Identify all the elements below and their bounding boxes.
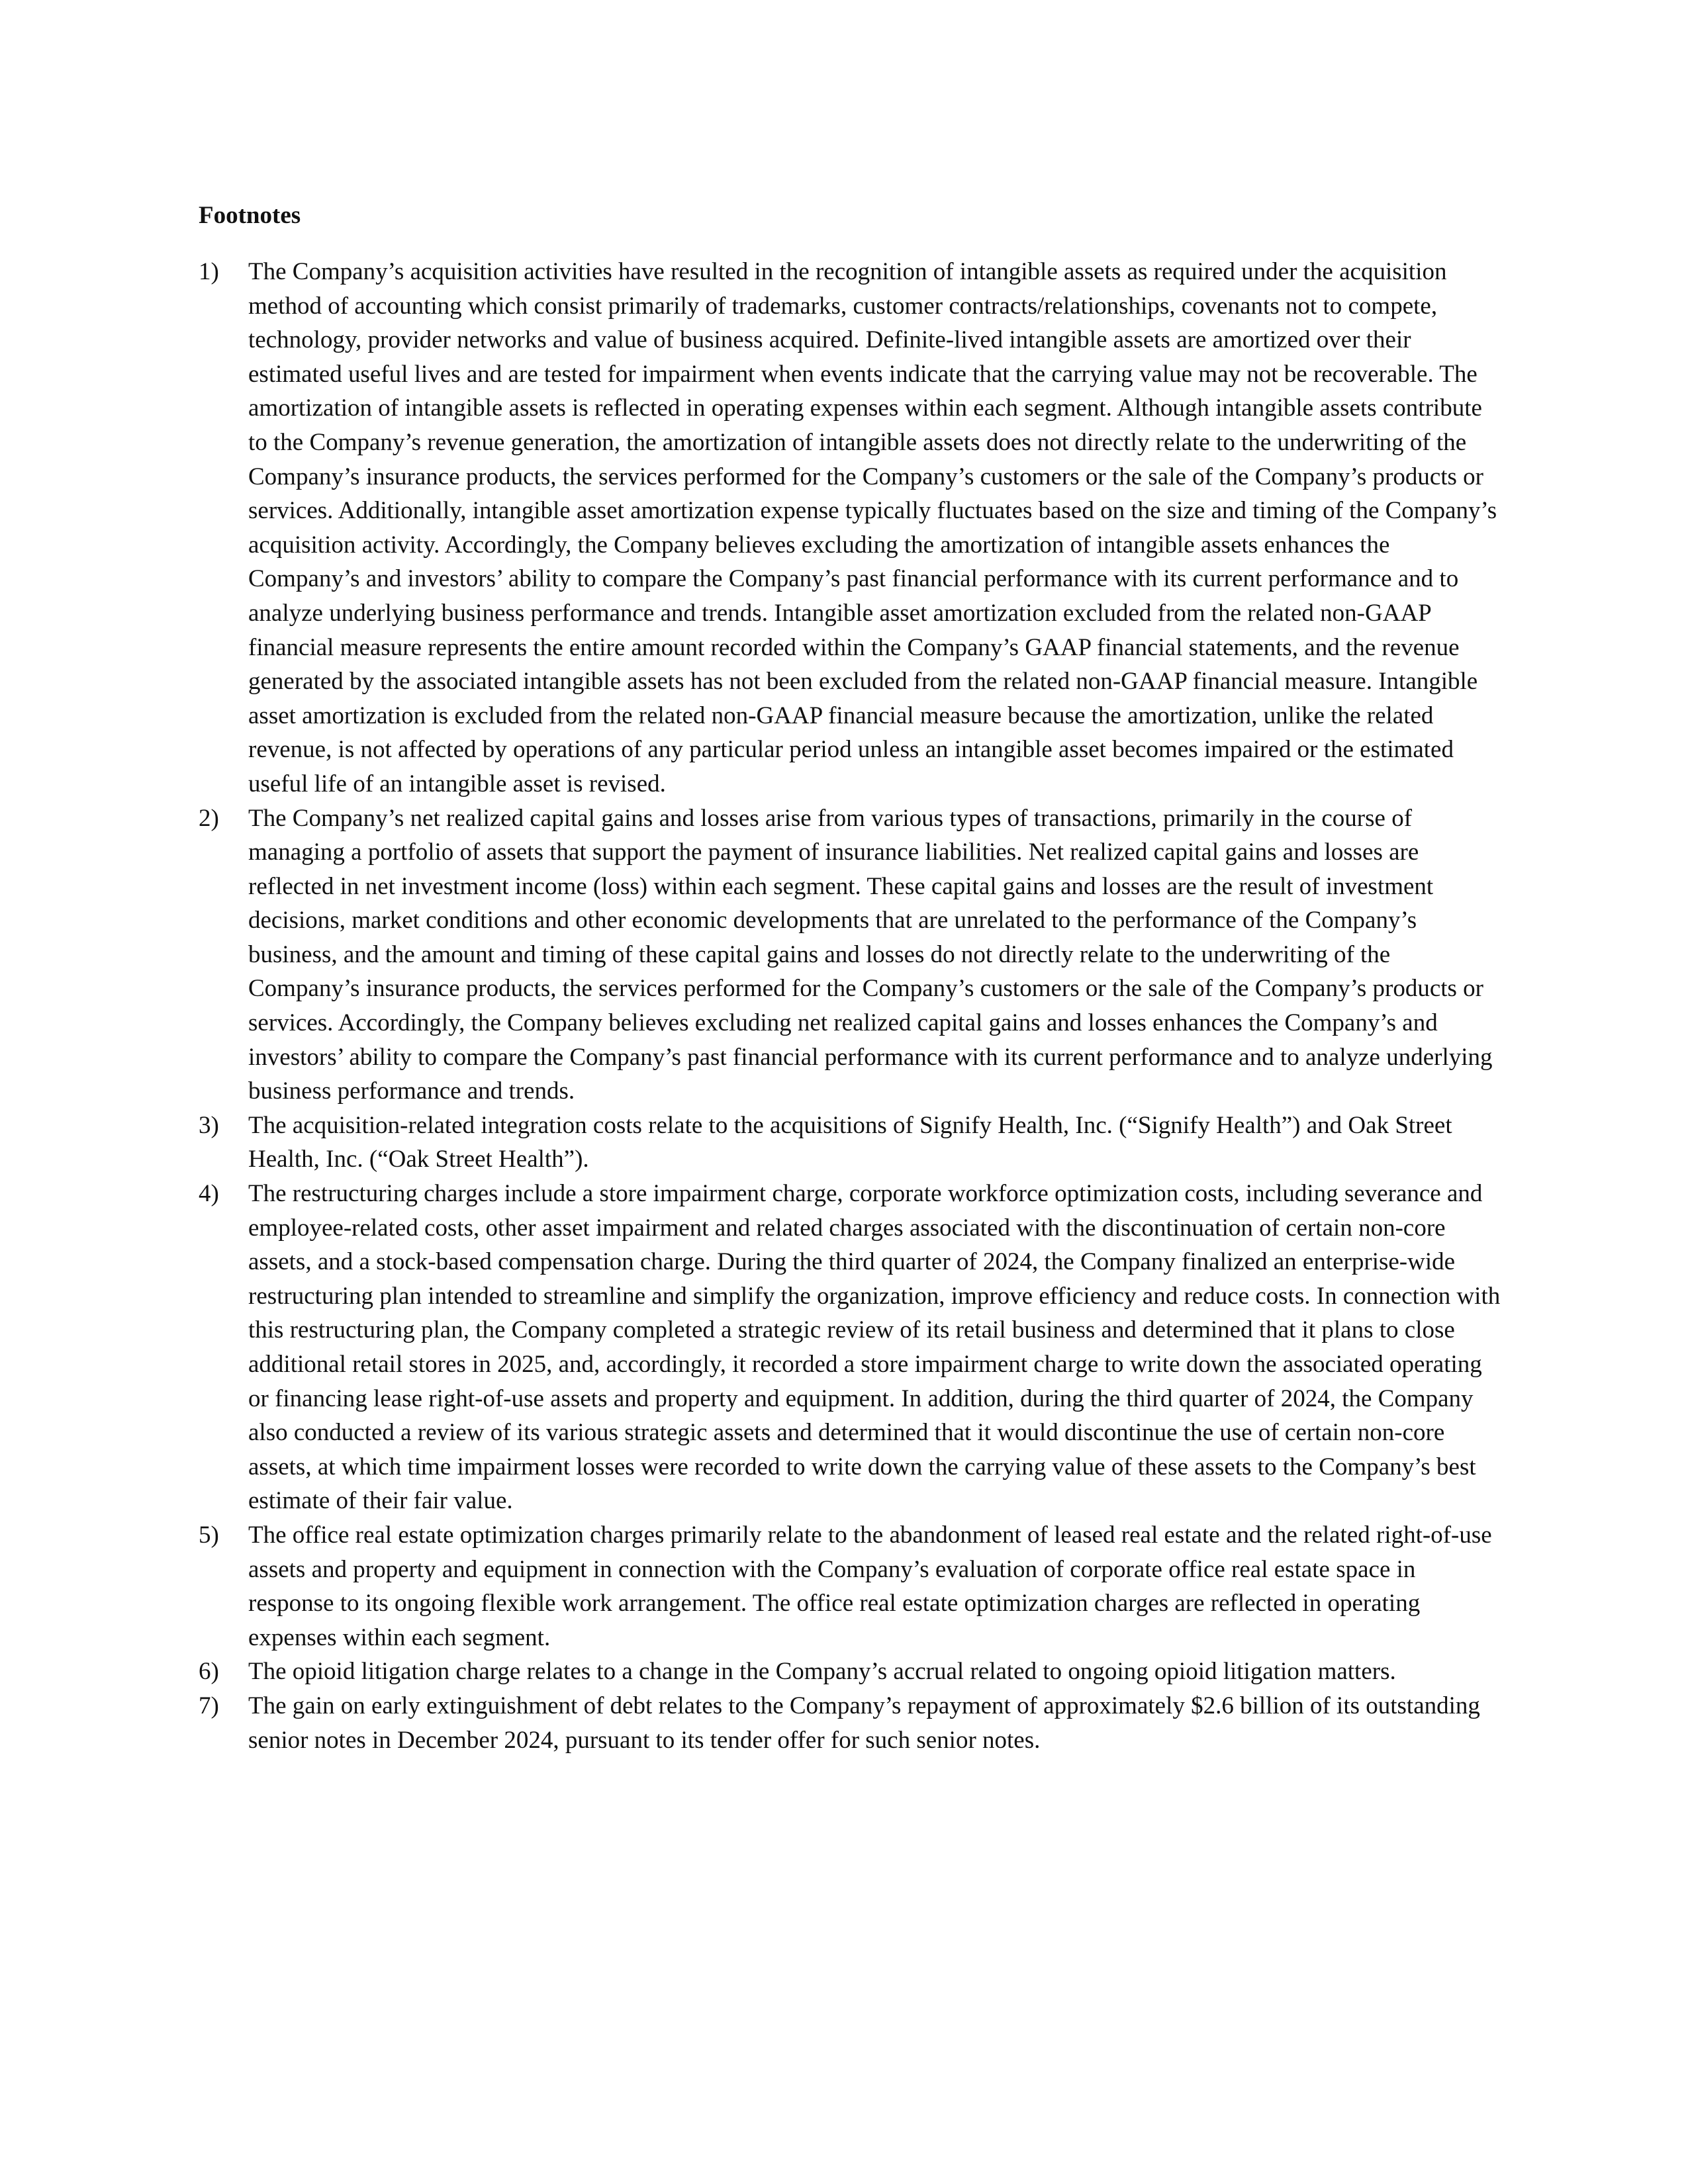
footnote-item <box>199 1689 1506 1757</box>
footnote-item <box>199 1109 1506 1177</box>
footnote-list <box>199 255 1506 1757</box>
footnote-text: The opioid litigation charge relates to a change in the Company’s accrual related to ongoing opioid litigation matters. <box>248 1658 1396 1686</box>
footnote-number: 7) <box>199 1692 219 1719</box>
page-title: Footnotes <box>199 202 301 229</box>
footnote-item <box>199 255 1506 801</box>
footnote-item <box>199 801 1506 1109</box>
footnote-item <box>199 1655 1506 1689</box>
footnote-text: The acquisition-related integration costs relate to the acquisitions of Signify Health, Inc. (“Signify Health”) and Oak Street Health, Inc. (“Oak Street Health”). <box>248 1111 1452 1173</box>
footnote-text: The Company’s acquisition activities have resulted in the recognition of intangible assets as required under the acquisition method of accounting which consist primarily of trademarks, customer contracts/relationships, covenants not to compete, technology, provider networks and value of business acquired. Definite-lived intangible assets are amortized over their estimated useful lives and are tested for impairment when events indicate that the carrying value may not be recoverable. The amortization of intangible assets is reflected in operating expenses within each segment. Although intangible assets contribute to the Company’s revenue generation, the amortization of intangible assets does not directly relate to the underwriting of the Company’s insurance products, the services performed for the Company’s customers or the sale of the Company’s products or services. Additionally, intangible asset amortization expense typically fluctuates based on the size and timing of the Company’s acquisition activity. Accordingly, the Company believes excluding the amortization of intangible assets enhances the Company’s and investors’ ability to compare the Company’s past financial performance with its current performance and to analyze underlying business performance and trends. Intangible asset amortization excluded from the related non-GAAP financial measure represents the entire amount recorded within the Company’s GAAP financial statements, and the revenue generated by the associated intangible assets has not been excluded from the related non-GAAP financial measure. Intangible asset amortization is excluded from the related non-GAAP financial measure because the amortization, unlike the related revenue, is not affected by operations of any particular period unless an intangible asset becomes impaired or the estimated useful life of an intangible asset is revised. <box>248 258 1497 797</box>
footnote-number: 3) <box>199 1111 219 1139</box>
footnote-number: 5) <box>199 1521 219 1549</box>
footnote-item <box>199 1177 1506 1518</box>
footnote-number: 2) <box>199 804 219 832</box>
footnote-number: 6) <box>199 1658 219 1686</box>
footnote-text: The office real estate optimization charges primarily relate to the abandonment of leased real estate and the related right-of-use assets and property and equipment in connection with the Company’s evaluation of corporate office real estate space in response to its ongoing flexible work arrangement. The office real estate optimization charges are reflected in operating expenses within each segment. <box>248 1521 1492 1651</box>
footnote-number: 1) <box>199 258 219 285</box>
footnote-text: The Company’s net realized capital gains and losses arise from various types of transactions, primarily in the course of managing a portfolio of assets that support the payment of insurance liabilities. Net realized capital gains and losses are reflected in net investment income (loss) within each segment. These capital gains and losses are the result of investment decisions, market conditions and other economic developments that are unrelated to the performance of the Company’s business, and the amount and timing of these capital gains and losses do not directly relate to the underwriting of the Company’s insurance products, the services performed for the Company’s customers or the sale of the Company’s products or services. Accordingly, the Company believes excluding net realized capital gains and losses enhances the Company’s and investors’ ability to compare the Company’s past financial performance with its current performance and to analyze underlying business performance and trends. <box>248 804 1493 1105</box>
footnote-text: The gain on early extinguishment of debt relates to the Company’s repayment of approximately $2.6 billion of its outstanding senior notes in December 2024, pursuant to its tender offer for such senior notes. <box>248 1692 1480 1754</box>
footnote-item <box>199 1518 1506 1655</box>
footnote-number: 4) <box>199 1180 219 1208</box>
footnote-text: The restructuring charges include a store impairment charge, corporate workforce optimization costs, including severance and employee-related costs, other asset impairment and related charges associated with the discontinuation of certain non-core assets, and a stock-based compensation charge. During the third quarter of 2024, the Company finalized an enterprise-wide restructuring plan intended to streamline and simplify the organization, improve efficiency and reduce costs. In connection with this restructuring plan, the Company completed a strategic review of its retail business and determined that it plans to close additional retail stores in 2025, and, accordingly, it recorded a store impairment charge to write down the associated operating or financing lease right-of-use assets and property and equipment. In addition, during the third quarter of 2024, the Company also conducted a review of its various strategic assets and determined that it would discontinue the use of certain non-core assets, at which time impairment losses were recorded to write down the carrying value of these assets to the Company’s best estimate of their fair value. <box>248 1180 1501 1515</box>
